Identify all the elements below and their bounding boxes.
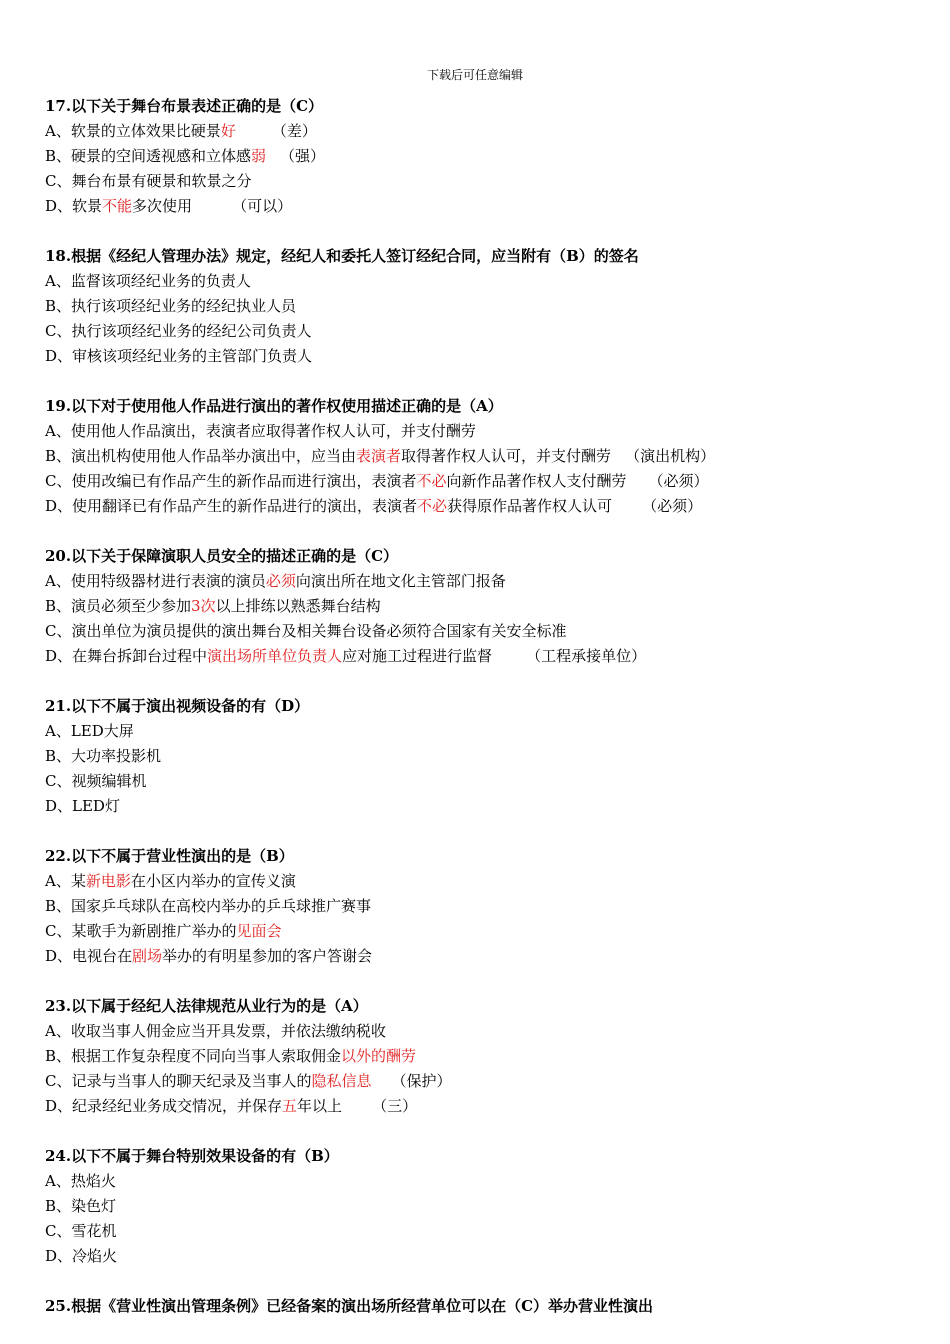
option-text: C、舞台布景有硬景和软景之分 <box>45 172 252 190</box>
option-text: 取得著作权人认可，并支付酬劳 <box>401 447 612 465</box>
option-text: C、使用改编已有作品产生的新作品而进行演出，表演者 <box>45 472 417 490</box>
question-block <box>45 544 925 669</box>
answer-option <box>45 644 925 669</box>
option-text: B、演出机构使用他人作品举办演出中，应当由 <box>45 447 357 465</box>
correction-note: （可以） <box>232 197 293 215</box>
question-title: 19.以下对于使用他人作品进行演出的著作权使用描述正确的是（A） <box>45 397 503 415</box>
highlighted-text: 不必 <box>416 472 447 490</box>
option-text: A、LED大屏 <box>45 722 134 740</box>
correction-note: （强） <box>280 147 326 165</box>
option-text: 多次使用 <box>132 197 193 215</box>
highlighted-text: 以外的酬劳 <box>341 1047 417 1065</box>
option-text: B、国家乒乓球队在高校内举办的乒乓球推广赛事 <box>45 897 372 915</box>
correction-note: （必须） <box>642 497 703 515</box>
option-text: B、染色灯 <box>45 1197 117 1215</box>
answer-option <box>45 594 925 619</box>
option-text: C、某歌手为新剧推广举办的 <box>45 922 237 940</box>
answer-option <box>45 1069 925 1094</box>
option-text: A、使用他人作品演出，表演者应取得著作权人认可，并支付酬劳 <box>45 422 476 440</box>
option-text: 举办的有明星参加的客户答谢会 <box>162 947 373 965</box>
answer-option <box>45 269 925 294</box>
option-text: 获得原作品著作权人认可 <box>447 497 613 515</box>
question-block <box>45 694 925 819</box>
question-list <box>45 94 925 1319</box>
highlighted-text: 不能 <box>102 197 133 215</box>
highlighted-text: 演出场所单位负责人 <box>207 647 343 665</box>
question-block <box>45 244 925 369</box>
answer-option <box>45 944 925 969</box>
option-text: 以上排练以熟悉舞台结构 <box>215 597 381 615</box>
option-text: C、雪花机 <box>45 1222 117 1240</box>
option-text: B、根据工作复杂程度不同向当事人索取佣金 <box>45 1047 342 1065</box>
question-block <box>45 1144 925 1269</box>
option-text: B、执行该项经纪业务的经纪执业人员 <box>45 297 297 315</box>
question-block <box>45 94 925 219</box>
highlighted-text: 五 <box>282 1097 298 1115</box>
answer-option <box>45 1019 925 1044</box>
option-text: D、纪录经纪业务成交情况，并保存 <box>45 1097 283 1115</box>
option-text: A、热焰火 <box>45 1172 116 1190</box>
option-text: D、审核该项经纪业务的主管部门负责人 <box>45 347 313 365</box>
answer-option <box>45 144 925 169</box>
answer-option <box>45 1169 925 1194</box>
answer-option <box>45 344 925 369</box>
answer-option <box>45 1219 925 1244</box>
answer-option <box>45 419 925 444</box>
option-text: A、收取当事人佣金应当开具发票，并依法缴纳税收 <box>45 1022 386 1040</box>
correction-note: （工程承接单位） <box>526 647 647 665</box>
question-block <box>45 994 925 1119</box>
question-title: 18.根据《经纪人管理办法》规定，经纪人和委托人签订经纪合同，应当附有（B）的签名 <box>45 247 639 265</box>
option-text: 应对施工过程进行监督 <box>342 647 493 665</box>
answer-option <box>45 569 925 594</box>
highlighted-text: 表演者 <box>356 447 402 465</box>
option-text: 向演出所在地文化主管部门报备 <box>295 572 506 590</box>
answer-option <box>45 1244 925 1269</box>
answer-option <box>45 1094 925 1119</box>
question-block <box>45 844 925 969</box>
option-text: 在小区内举办的宣传义演 <box>130 872 296 890</box>
answer-option <box>45 469 925 494</box>
answer-option <box>45 619 925 644</box>
highlighted-text: 见面会 <box>236 922 282 940</box>
option-text: B、大功率投影机 <box>45 747 162 765</box>
option-text: A、使用特级器材进行表演的演员 <box>45 572 266 590</box>
option-text: D、软景 <box>45 197 103 215</box>
question-title: 17.以下关于舞台布景表述正确的是（C） <box>45 97 324 115</box>
answer-option <box>45 1194 925 1219</box>
option-text: B、演员必须至少参加 <box>45 597 192 615</box>
question-title: 25.根据《营业性演出管理条例》已经备案的演出场所经营单位可以在（C）举办营业性演出 <box>45 1297 654 1315</box>
option-text: C、执行该项经纪业务的经纪公司负责人 <box>45 322 312 340</box>
option-text: A、某 <box>45 872 86 890</box>
answer-option <box>45 794 925 819</box>
highlighted-text: 3次 <box>191 597 216 615</box>
correction-note: （保护） <box>391 1072 452 1090</box>
answer-option <box>45 194 925 219</box>
option-text: C、视频编辑机 <box>45 772 147 790</box>
answer-option <box>45 869 925 894</box>
option-text: D、冷焰火 <box>45 1247 118 1265</box>
highlighted-text: 新电影 <box>85 872 131 890</box>
correction-note: （演出机构） <box>625 447 716 465</box>
highlighted-text: 剧场 <box>132 947 163 965</box>
question-title: 21.以下不属于演出视频设备的有（D） <box>45 697 310 715</box>
answer-option <box>45 719 925 744</box>
question-block <box>45 1294 925 1319</box>
option-text: A、软景的立体效果比硬景 <box>45 122 221 140</box>
answer-option <box>45 1044 925 1069</box>
question-block <box>45 394 925 519</box>
correction-note: （三） <box>372 1097 418 1115</box>
answer-option <box>45 494 925 519</box>
answer-option <box>45 769 925 794</box>
option-text: A、监督该项经纪业务的负责人 <box>45 272 251 290</box>
option-text: D、在舞台拆卸台过程中 <box>45 647 208 665</box>
option-text: B、硬景的空间透视感和立体感 <box>45 147 252 165</box>
answer-option <box>45 319 925 344</box>
option-text: 年以上 <box>297 1097 343 1115</box>
highlighted-text: 弱 <box>251 147 267 165</box>
highlighted-text: 隐私信息 <box>311 1072 372 1090</box>
answer-option <box>45 894 925 919</box>
page-header: 下载后可任意编辑 <box>426 68 523 82</box>
option-text: C、演出单位为演员提供的演出舞台及相关舞台设备必须符合国家有关安全标准 <box>45 622 567 640</box>
option-text: D、电视台在 <box>45 947 133 965</box>
question-title: 23.以下属于经纪人法律规范从业行为的是（A） <box>45 997 368 1015</box>
answer-option <box>45 744 925 769</box>
highlighted-text: 不必 <box>417 497 448 515</box>
option-text: C、记录与当事人的聊天纪录及当事人的 <box>45 1072 312 1090</box>
answer-option <box>45 444 925 469</box>
answer-option <box>45 119 925 144</box>
highlighted-text: 必须 <box>265 572 296 590</box>
correction-note: （差） <box>271 122 317 140</box>
highlighted-text: 好 <box>220 122 236 140</box>
correction-note: （必须） <box>648 472 709 490</box>
question-title: 22.以下不属于营业性演出的是（B） <box>45 847 294 865</box>
option-text: D、使用翻译已有作品产生的新作品进行的演出，表演者 <box>45 497 418 515</box>
question-title: 20.以下关于保障演职人员安全的描述正确的是（C） <box>45 547 399 565</box>
option-text: 向新作品著作权人支付酬劳 <box>446 472 627 490</box>
option-text: D、LED灯 <box>45 797 120 815</box>
answer-option <box>45 919 925 944</box>
answer-option <box>45 169 925 194</box>
answer-option <box>45 294 925 319</box>
question-title: 24.以下不属于舞台特别效果设备的有（B） <box>45 1147 339 1165</box>
